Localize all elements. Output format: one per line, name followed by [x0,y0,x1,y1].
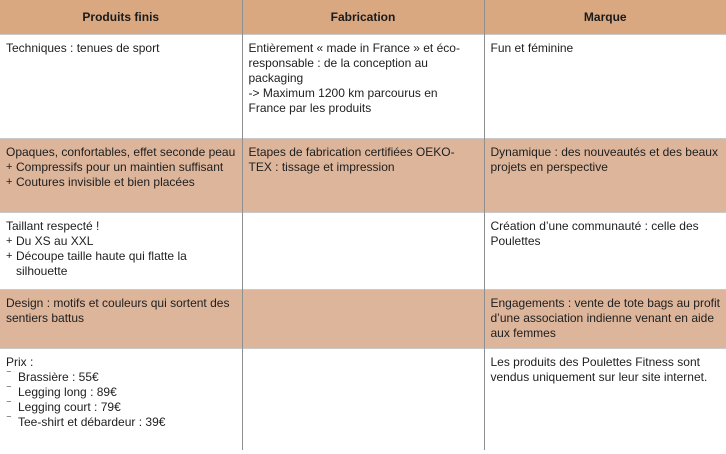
cell-fabrication [242,290,484,349]
cell-marque [484,139,726,213]
plus-icon: + [6,250,13,262]
cell-fabrication [242,349,484,451]
header-produits-finis: Produits finis [0,0,242,35]
bullet-item [6,249,236,264]
plus-icon: + [6,235,13,247]
bullet-item [6,160,236,175]
header-marque: Marque [484,0,726,35]
cell-produits [0,213,242,290]
plus-icon: + [6,176,13,188]
cell-text: Création d’une communauté : celle des Poulettes [490,219,699,248]
cell-fabrication [242,213,484,290]
price-text: Tee-shirt et débardeur : 39€ [18,415,166,429]
price-text: Legging long : 89€ [18,385,117,399]
table-row [0,349,726,451]
cell-produits [0,35,242,139]
plus-icon: + [6,161,13,173]
price-item [6,400,236,415]
price-item [6,370,236,385]
price-text: Brassière : 55€ [18,370,99,384]
cell-marque [484,35,726,139]
header-row [0,0,726,35]
cell-text: Les produits des Poulettes Fitness sont vendus uniquement sur leur site internet. [490,355,708,384]
cell-fabrication [242,35,484,139]
cell-marque [484,349,726,451]
cell-text: Design : motifs et couleurs qui sortent des sentiers battus [6,296,230,325]
cell-text: Prix : [6,355,34,369]
cell-text: Dynamique : des nouveautés et des beaux projets en perspective [490,145,718,174]
cell-text: Taillant respecté ! [6,219,100,233]
cell-text: Entièrement « made in France » et éco-responsable : de la conception au packaging [248,41,460,85]
price-item [6,415,236,430]
bullet-item [6,175,236,190]
header-fabrication: Fabrication [242,0,484,35]
cell-marque [484,290,726,349]
cell-text: Etapes de fabrication certifiées OEKO-TEX : tissage et impression [248,145,455,174]
dash-icon: ⁻ [6,413,12,425]
cell-marque [484,213,726,290]
cell-text: Techniques : tenues de sport [6,41,160,55]
cell-produits [0,349,242,451]
bullet-text: Coutures invisible et bien placées [16,175,195,189]
cell-produits [0,290,242,349]
dash-icon: ⁻ [6,398,12,410]
table-row [0,35,726,139]
bullet-item [6,234,236,249]
cell-text: Engagements : vente de tote bags au profit d’une association indienne venant en aide aux femmes [490,296,720,340]
table-row [0,213,726,290]
table-row [0,290,726,349]
cell-fabrication [242,139,484,213]
cell-text: Fun et féminine [490,41,574,55]
price-item [6,385,236,400]
table-row [0,139,726,213]
dash-icon: ⁻ [6,383,12,395]
cell-text: -> Maximum 1200 km parcourus en France par les produits [248,86,438,115]
dash-icon: ⁻ [6,368,12,380]
cell-text: Opaques, confortables, effet seconde peau [6,145,236,159]
bullet-text: Découpe taille haute qui flatte la [16,249,187,263]
bullet-text: Compressifs pour un maintien suffisant [16,160,224,174]
bullet-continuation: silhouette [16,264,68,278]
price-text: Legging court : 79€ [18,400,121,414]
bullet-text: Du XS au XXL [16,234,94,248]
cell-produits [0,139,242,213]
